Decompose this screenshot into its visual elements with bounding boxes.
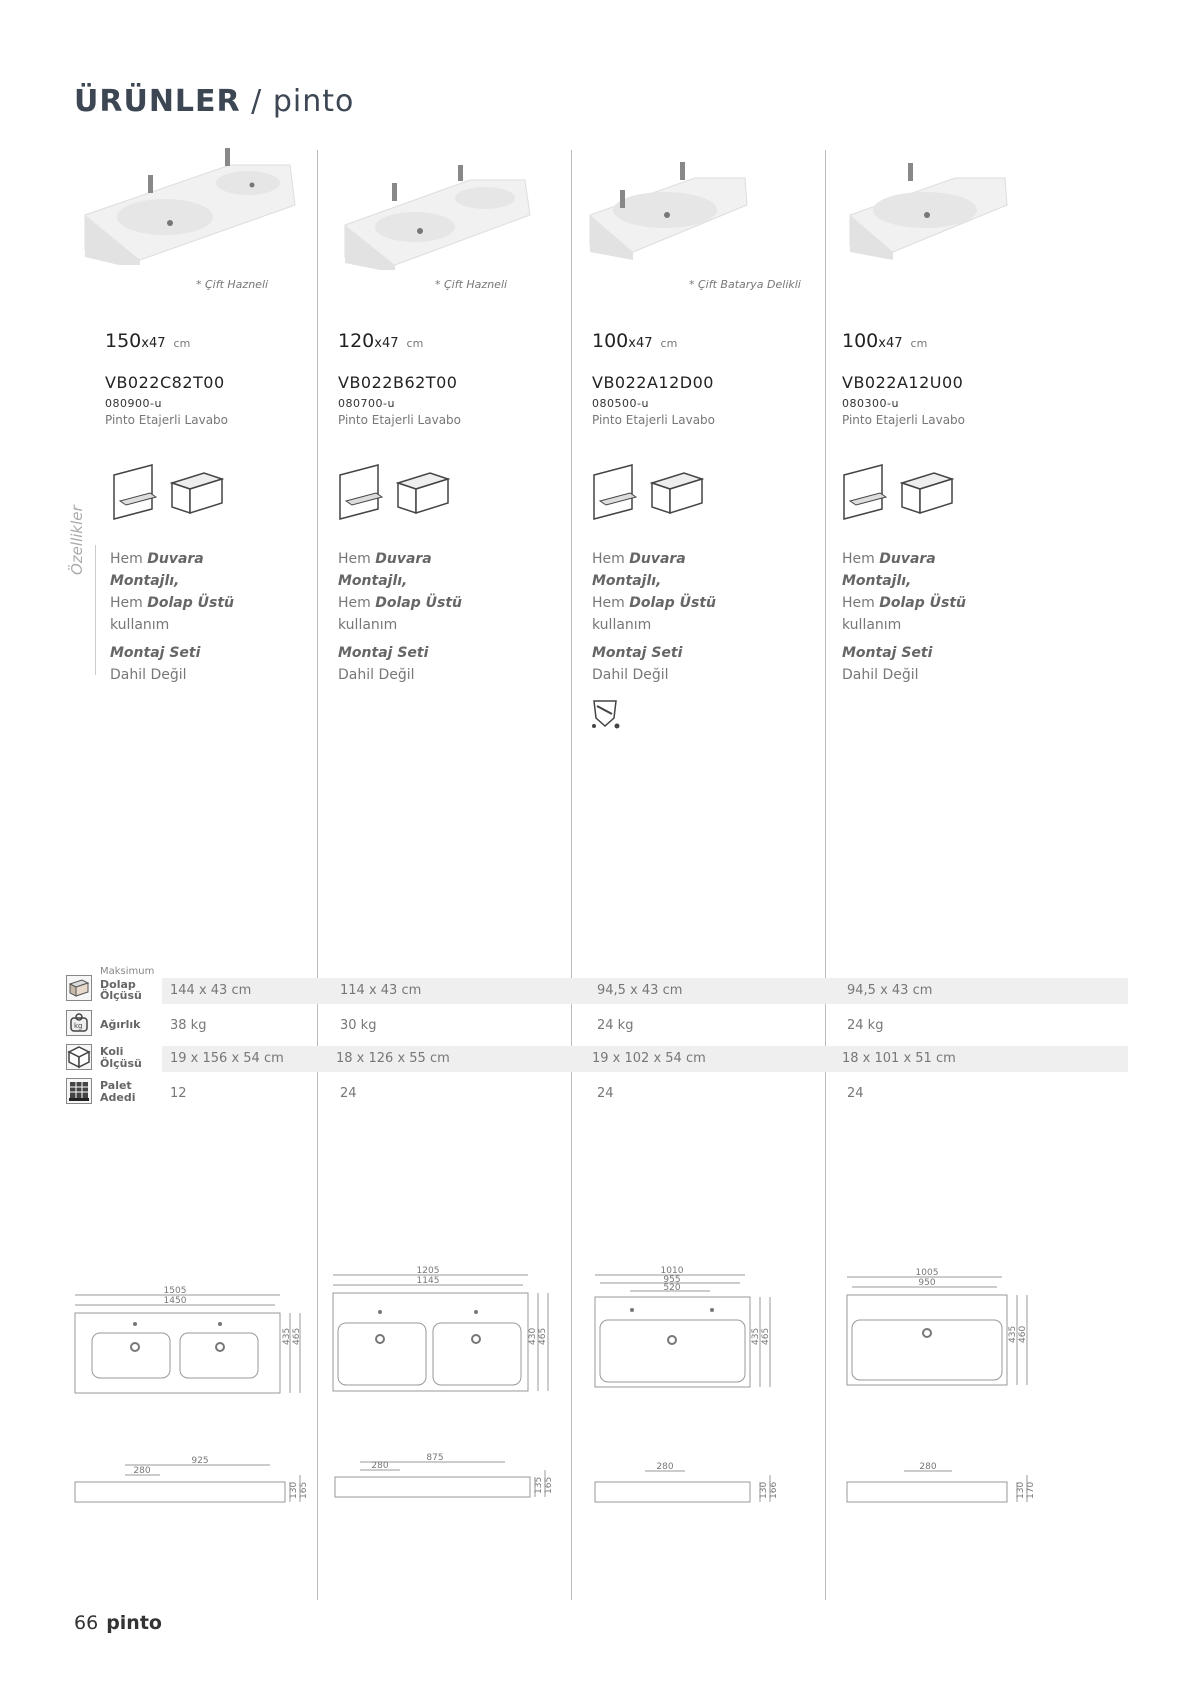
features-text: Hem Duvara Montajlı, Hem Dolap Üstü kullanım Montaj Seti Dahil Değil bbox=[338, 551, 462, 683]
dimension-label: 950 bbox=[918, 1278, 936, 1288]
dimension-label: 280 bbox=[133, 1466, 151, 1476]
product-description: Pinto Etajerli Lavabo bbox=[338, 413, 461, 427]
product-code: VB022B62T00 bbox=[338, 373, 458, 392]
spec-label-cabinet-size: Ölçüsü bbox=[100, 989, 142, 1002]
dimension-label: 430 bbox=[528, 1327, 538, 1345]
dimension-label: 165 bbox=[544, 1476, 554, 1494]
dimension-label: 166 bbox=[769, 1481, 779, 1499]
sink-image-double bbox=[80, 145, 305, 265]
dimension-label: 435 bbox=[1008, 1325, 1018, 1343]
product-subcode: 080500-u bbox=[592, 397, 649, 410]
product-size: 150x47 cm bbox=[105, 330, 191, 352]
spec-label-pallet: Palet bbox=[100, 1079, 132, 1092]
spec-pallet-count: 12 bbox=[170, 1086, 187, 1101]
dimension-label: 130 bbox=[289, 1481, 299, 1499]
product-code: VB022A12D00 bbox=[592, 373, 714, 392]
page-title: ÜRÜNLER / pinto bbox=[74, 84, 355, 119]
product-code: VB022A12U00 bbox=[842, 373, 964, 392]
spec-label-cabinet: Dolap bbox=[100, 978, 136, 991]
spec-label-maximum: Maksimum bbox=[100, 966, 155, 977]
cabinet-icon bbox=[902, 473, 952, 513]
spec-cabinet-size: 114 x 43 cm bbox=[340, 983, 422, 998]
dimension-label: 1505 bbox=[163, 1286, 187, 1296]
spec-package-size: 18 x 101 x 51 cm bbox=[842, 1051, 956, 1066]
column-divider bbox=[825, 150, 826, 1600]
technical-drawing-top bbox=[842, 1265, 1052, 1395]
cabinet-icon bbox=[398, 473, 448, 513]
dimension-label: 460 bbox=[1018, 1325, 1028, 1343]
technical-drawing-side bbox=[590, 1455, 800, 1535]
spec-weight: 30 kg bbox=[340, 1018, 377, 1033]
product-description: Pinto Etajerli Lavabo bbox=[592, 413, 715, 427]
package-size-icon bbox=[66, 1044, 92, 1070]
product-subcode: 080900-u bbox=[105, 397, 162, 410]
product-size: 120x47 cm bbox=[338, 330, 424, 352]
features-label: Özellikler bbox=[68, 505, 86, 575]
spec-package-size: 18 x 126 x 55 cm bbox=[336, 1051, 450, 1066]
spec-label-weight: Ağırlık bbox=[100, 1018, 141, 1031]
dimension-label: 465 bbox=[292, 1327, 302, 1345]
mounting-icons bbox=[592, 463, 707, 523]
spec-cabinet-size: 94,5 x 43 cm bbox=[847, 983, 933, 998]
technical-drawing-top bbox=[590, 1265, 800, 1395]
dimension-label: 520 bbox=[663, 1283, 681, 1293]
wall-mount-icon bbox=[114, 465, 156, 519]
product-size: 100x47 cm bbox=[842, 330, 928, 352]
product-note: * Çift Hazneli bbox=[435, 278, 508, 291]
dimension-label: 465 bbox=[761, 1327, 771, 1345]
product-description: Pinto Etajerli Lavabo bbox=[105, 413, 228, 427]
features-text: Hem Duvara Montajlı, Hem Dolap Üstü kullanım Montaj Seti Dahil Değil bbox=[592, 551, 716, 683]
mounting-icons bbox=[338, 463, 453, 523]
sink-image bbox=[845, 160, 1010, 260]
dimension-label: 280 bbox=[371, 1461, 389, 1471]
dimension-label: 465 bbox=[538, 1327, 548, 1345]
dimension-label: 130 bbox=[1016, 1481, 1026, 1499]
dimension-label: 875 bbox=[426, 1453, 444, 1463]
dimension-label: 435 bbox=[751, 1327, 761, 1345]
cabinet-icon bbox=[172, 473, 222, 513]
spec-package-size: 19 x 156 x 54 cm bbox=[170, 1051, 284, 1066]
spec-weight: 24 kg bbox=[597, 1018, 634, 1033]
pallet-icon bbox=[66, 1078, 92, 1104]
sink-image-double bbox=[340, 165, 535, 270]
features-divider bbox=[95, 545, 96, 675]
dimension-label: 170 bbox=[1026, 1481, 1036, 1499]
svg-text:kg: kg bbox=[74, 1022, 83, 1030]
wall-mount-icon bbox=[594, 465, 636, 519]
dimension-label: 1010 bbox=[660, 1266, 684, 1276]
cabinet-size-icon bbox=[66, 975, 92, 1001]
dimension-label: 1450 bbox=[163, 1296, 187, 1306]
dimension-label: 1005 bbox=[915, 1268, 939, 1278]
product-subcode: 080300-u bbox=[842, 397, 899, 410]
product-note: * Çift Batarya Delikli bbox=[689, 278, 801, 291]
features-text: Hem Duvara Montajlı, Hem Dolap Üstü kullanım Montaj Seti Dahil Değil bbox=[110, 551, 234, 683]
spec-label-package: Koli bbox=[100, 1045, 124, 1058]
technical-drawing-top bbox=[328, 1265, 568, 1395]
dimension-label: 280 bbox=[656, 1462, 674, 1472]
wall-mount-icon bbox=[844, 465, 886, 519]
mounting-icons bbox=[842, 463, 957, 523]
spec-weight: 38 kg bbox=[170, 1018, 207, 1033]
dimension-label: 1205 bbox=[416, 1266, 440, 1276]
dimension-label: 130 bbox=[759, 1481, 769, 1499]
product-size: 100x47 cm bbox=[592, 330, 678, 352]
spec-pallet-count: 24 bbox=[847, 1086, 864, 1101]
spec-label-package-size: Ölçüsü bbox=[100, 1057, 142, 1070]
spec-weight: 24 kg bbox=[847, 1018, 884, 1033]
technical-drawing-top bbox=[70, 1285, 310, 1395]
dimension-label: 955 bbox=[663, 1275, 681, 1285]
wall-mount-icon bbox=[340, 465, 382, 519]
dimension-label: 280 bbox=[919, 1462, 937, 1472]
spec-pallet-count: 24 bbox=[340, 1086, 357, 1101]
technical-drawing-side bbox=[330, 1450, 570, 1530]
product-subcode: 080700-u bbox=[338, 397, 395, 410]
spec-package-size: 19 x 102 x 54 cm bbox=[592, 1051, 706, 1066]
spec-cabinet-size: 144 x 43 cm bbox=[170, 983, 252, 998]
technical-drawing-side bbox=[70, 1455, 310, 1535]
dimension-label: 135 bbox=[534, 1476, 544, 1494]
product-code: VB022C82T00 bbox=[105, 373, 225, 392]
sink-image bbox=[585, 160, 750, 260]
page-footer bbox=[74, 1612, 162, 1634]
footer-title: pinto bbox=[106, 1612, 162, 1634]
column-divider bbox=[317, 150, 318, 1600]
technical-drawing-side bbox=[842, 1455, 1052, 1535]
dimension-label: 165 bbox=[299, 1481, 309, 1499]
mounting-icons bbox=[112, 463, 227, 523]
column-divider bbox=[571, 150, 572, 1600]
weight-icon bbox=[66, 1010, 92, 1036]
product-description: Pinto Etajerli Lavabo bbox=[842, 413, 965, 427]
page-number: 66 bbox=[74, 1612, 99, 1634]
dimension-label: 1145 bbox=[416, 1276, 440, 1286]
features-text: Hem Duvara Montajlı, Hem Dolap Üstü kullanım Montaj Seti Dahil Değil bbox=[842, 551, 966, 683]
spec-label-pallet-count: Adedi bbox=[100, 1091, 136, 1104]
cabinet-icon bbox=[652, 473, 702, 513]
dimension-label: 435 bbox=[282, 1327, 292, 1345]
product-note: * Çift Hazneli bbox=[196, 278, 269, 291]
spec-cabinet-size: 94,5 x 43 cm bbox=[597, 983, 683, 998]
spec-pallet-count: 24 bbox=[597, 1086, 614, 1101]
dimension-label: 925 bbox=[191, 1456, 209, 1466]
upc-certification-icon bbox=[590, 698, 620, 730]
